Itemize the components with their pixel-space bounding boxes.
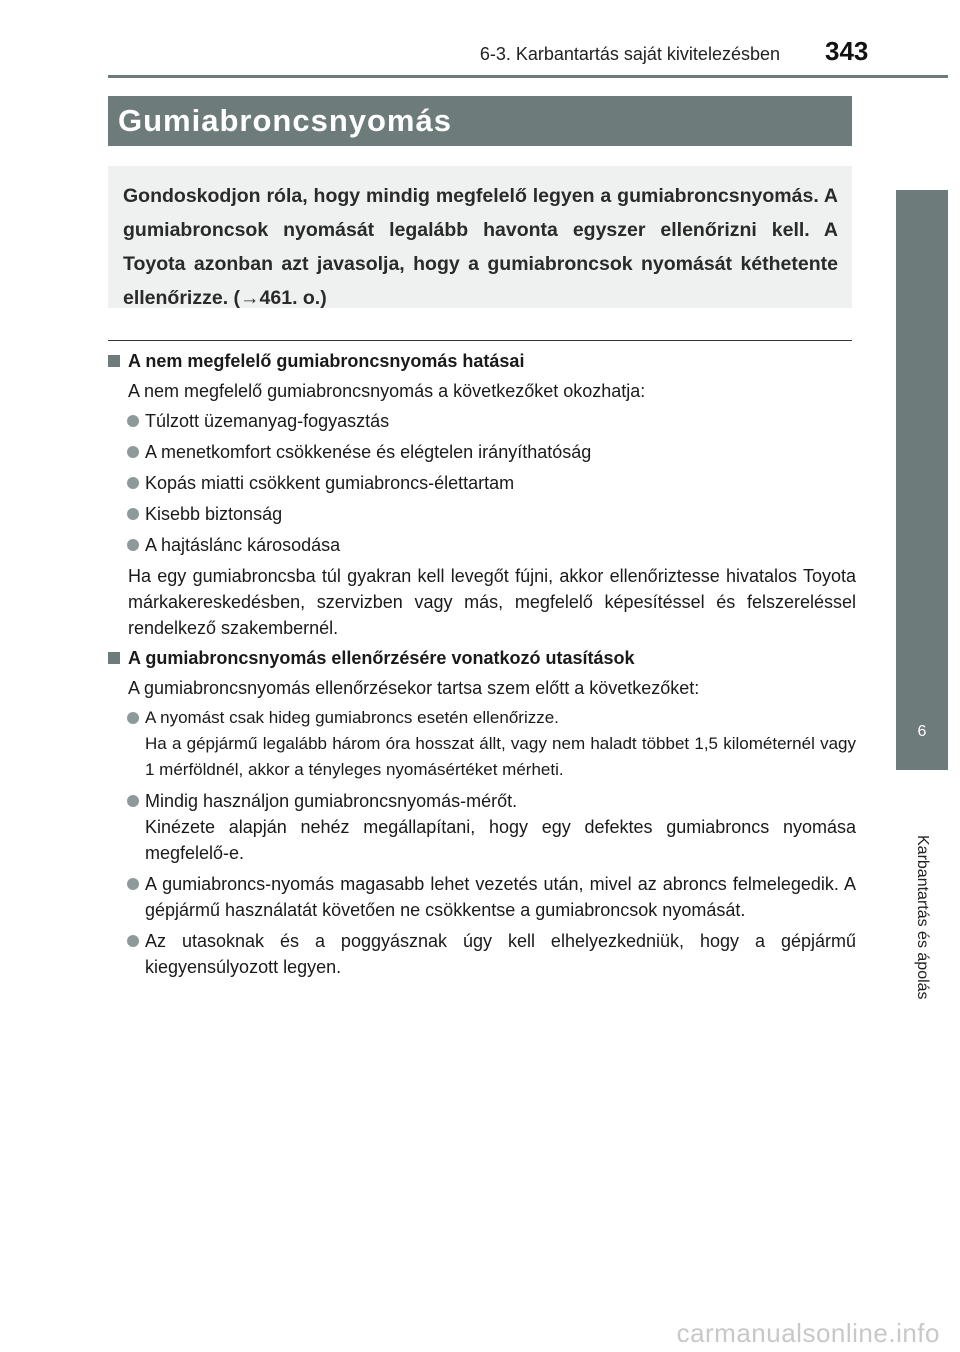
list-item-text: Mindig használjon gumiabroncsnyomás-mérőt. (145, 791, 518, 811)
section-heading-text: A gumiabroncsnyomás ellenőrzésére vonatkozó utasítások (128, 648, 635, 668)
list-item-text: A gumiabroncs-nyomás magasabb lehet vezetés után, mivel az abroncs felmelegedik. A gépjármű használatát követően ne csökkentse a gumiabroncsok nyomását. (145, 874, 856, 920)
section-heading (108, 645, 856, 671)
round-bullet-icon (127, 712, 139, 724)
square-bullet-icon (108, 355, 120, 367)
list-item (108, 408, 856, 434)
list-item (108, 871, 856, 923)
chapter-tab (896, 190, 948, 770)
round-bullet-icon (127, 446, 139, 458)
section-lead: A nem megfelelő gumiabroncsnyomás a következőket okozhatja: (128, 381, 646, 401)
watermark: carmanualsonline.info (676, 1318, 940, 1348)
list-item (108, 705, 856, 783)
running-header-section: 6-3. Karbantartás saját kivitelezésben (479, 44, 780, 64)
intro-text: Gondoskodjon róla, hogy mindig megfelelő legyen a gumiabroncsnyomás. A gumiabroncsok nyomását legalább havonta egyszer ellenőrizni kell. A Toyota azonban azt javasolja, hogy a gumiabroncsok nyomását kéthetente ellenőrizze. (→461. o.) (123, 185, 838, 309)
section-heading (108, 348, 856, 374)
round-bullet-icon (127, 935, 139, 947)
square-bullet-icon (108, 652, 120, 664)
page-title: Gumiabroncsnyomás (118, 103, 452, 138)
list-item-detail: Kinézete alapján nehéz megállapítani, hogy egy defektes gumiabroncs nyomása megfelelő-e. (145, 817, 856, 863)
section-lead: A gumiabroncsnyomás ellenőrzésekor tartsa szem előtt a következőket: (128, 678, 700, 698)
list-item-text: Túlzott üzemanyag-fogyasztás (145, 411, 390, 431)
intro-box (108, 166, 852, 308)
section-heading-text: A nem megfelelő gumiabroncsnyomás hatásai (128, 351, 525, 371)
round-bullet-icon (127, 878, 139, 890)
round-bullet-icon (127, 415, 139, 427)
list-item (108, 532, 856, 558)
section-closing: Ha egy gumiabroncsba túl gyakran kell levegőt fújni, akkor ellenőriztesse hivatalos Toyota márkakereskedésben, szervizben vagy más, megfelelő képesítéssel és felszereléssel rendelkező szakembernél. (128, 566, 856, 638)
chapter-number: 6 (917, 723, 927, 740)
list-item (108, 470, 856, 496)
list-item (108, 439, 856, 465)
list-item-text: A menetkomfort csökkenése és elégtelen irányíthatóság (145, 442, 592, 462)
title-banner (108, 96, 852, 146)
main-content (108, 348, 856, 985)
list-item-text: Kisebb biztonság (145, 504, 283, 524)
header-divider (108, 75, 948, 78)
list-item-text: A hajtáslánc károsodása (145, 535, 341, 555)
list-item-text: Kopás miatti csökkent gumiabroncs-élettartam (145, 473, 515, 493)
list-item-text: A nyomást csak hideg gumiabroncs esetén ellenőrizze. (145, 708, 559, 727)
list-item (108, 501, 856, 527)
list-item-text: Az utasoknak és a poggyásznak úgy kell elhelyezkedniük, hogy a gépjármű kiegyensúlyozott legyen. (145, 931, 856, 977)
chapter-label: Karbantartás és ápolás (914, 835, 931, 1000)
page-number: 343 (825, 36, 869, 66)
section-divider (108, 340, 852, 341)
list-item (108, 788, 856, 866)
list-item-detail: Ha a gépjármű legalább három óra hosszat állt, vagy nem haladt többet 1,5 kilométernél vagy 1 mérföldnél, akkor a tényleges nyomásértéket mérheti. (145, 734, 856, 779)
round-bullet-icon (127, 795, 139, 807)
list-item (108, 928, 856, 980)
round-bullet-icon (127, 539, 139, 551)
round-bullet-icon (127, 477, 139, 489)
round-bullet-icon (127, 508, 139, 520)
